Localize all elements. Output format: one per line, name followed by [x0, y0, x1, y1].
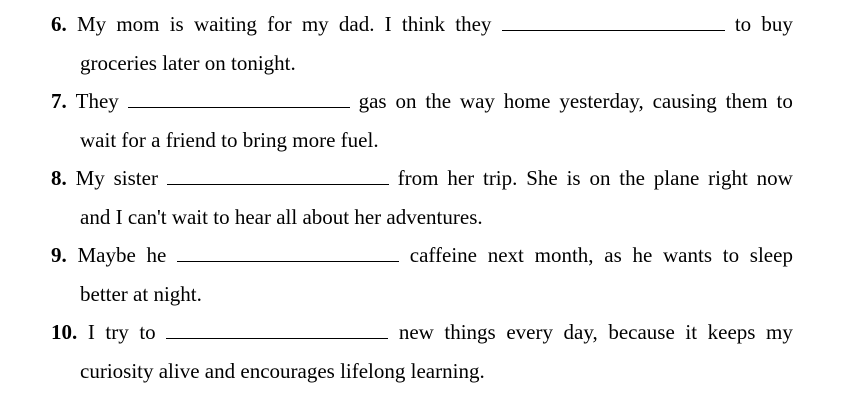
word: because: [608, 320, 675, 344]
word: mom: [116, 12, 160, 36]
question-number: 8.: [51, 166, 67, 190]
word: for: [267, 12, 292, 36]
word: causing: [652, 89, 717, 113]
word: She: [526, 166, 558, 190]
word: her: [447, 166, 475, 190]
question-9-line-1: [51, 240, 793, 270]
word: to: [139, 320, 156, 344]
word: buy: [761, 12, 793, 36]
word: he: [632, 243, 653, 267]
word: is: [169, 12, 184, 36]
answer-blank-10[interactable]: [166, 317, 388, 339]
word: them: [725, 89, 768, 113]
word: things: [444, 320, 496, 344]
answer-blank-9[interactable]: [177, 240, 399, 262]
word: next: [487, 243, 524, 267]
word: I: [384, 12, 392, 36]
word: to: [722, 243, 740, 267]
word: plane: [653, 166, 700, 190]
question-8-line-2: and I can't wait to hear all about her adventures.: [80, 205, 483, 229]
answer-blank-6[interactable]: [502, 9, 725, 31]
word: on: [589, 166, 611, 190]
word: month,: [534, 243, 594, 267]
question-7-line-2: wait for a friend to bring more fuel.: [80, 128, 379, 152]
word: waiting: [193, 12, 257, 36]
word: trip.: [482, 166, 518, 190]
question-number: 7.: [51, 89, 67, 113]
word: my: [766, 320, 793, 344]
word: new: [398, 320, 434, 344]
word: They: [75, 89, 119, 113]
question-number: 10.: [51, 320, 78, 344]
answer-blank-7[interactable]: [128, 86, 350, 108]
question-number: 9.: [51, 243, 67, 267]
word: I: [87, 320, 95, 344]
word: Maybe: [77, 243, 136, 267]
question-10-line-1: [51, 317, 793, 347]
question-number: 6.: [51, 12, 67, 36]
word: day,: [563, 320, 598, 344]
word: to: [734, 12, 752, 36]
word: home: [503, 89, 551, 113]
word: keeps: [707, 320, 756, 344]
question-6-line-2: groceries later on tonight.: [80, 51, 296, 75]
question-9-line-2: better at night.: [80, 282, 202, 306]
word: sleep: [749, 243, 793, 267]
word: gas: [358, 89, 387, 113]
word: on: [395, 89, 417, 113]
word: is: [566, 166, 581, 190]
word: caffeine: [409, 243, 478, 267]
word: to: [776, 89, 793, 113]
word: they: [455, 12, 492, 36]
word: My: [75, 166, 105, 190]
word: think: [401, 12, 446, 36]
word: now: [756, 166, 793, 190]
word: the: [619, 166, 645, 190]
question-8-line-1: [51, 163, 793, 193]
word: wants: [663, 243, 713, 267]
word: it: [685, 320, 698, 344]
word: my: [301, 12, 329, 36]
question-10-line-2: curiosity alive and encourages lifelong learning.: [80, 359, 485, 383]
word: right: [708, 166, 748, 190]
word: My: [76, 12, 107, 36]
question-7-line-1: [51, 86, 793, 116]
word: sister: [113, 166, 158, 190]
word: the: [425, 89, 452, 113]
word: as: [604, 243, 622, 267]
word: every: [506, 320, 553, 344]
question-6-line-1: [51, 9, 793, 39]
word: from: [397, 166, 439, 190]
word: way: [459, 89, 495, 113]
word: dad.: [338, 12, 375, 36]
word: yesterday,: [559, 89, 644, 113]
word: he: [146, 243, 167, 267]
answer-blank-8[interactable]: [167, 163, 389, 185]
word: try: [105, 320, 129, 344]
